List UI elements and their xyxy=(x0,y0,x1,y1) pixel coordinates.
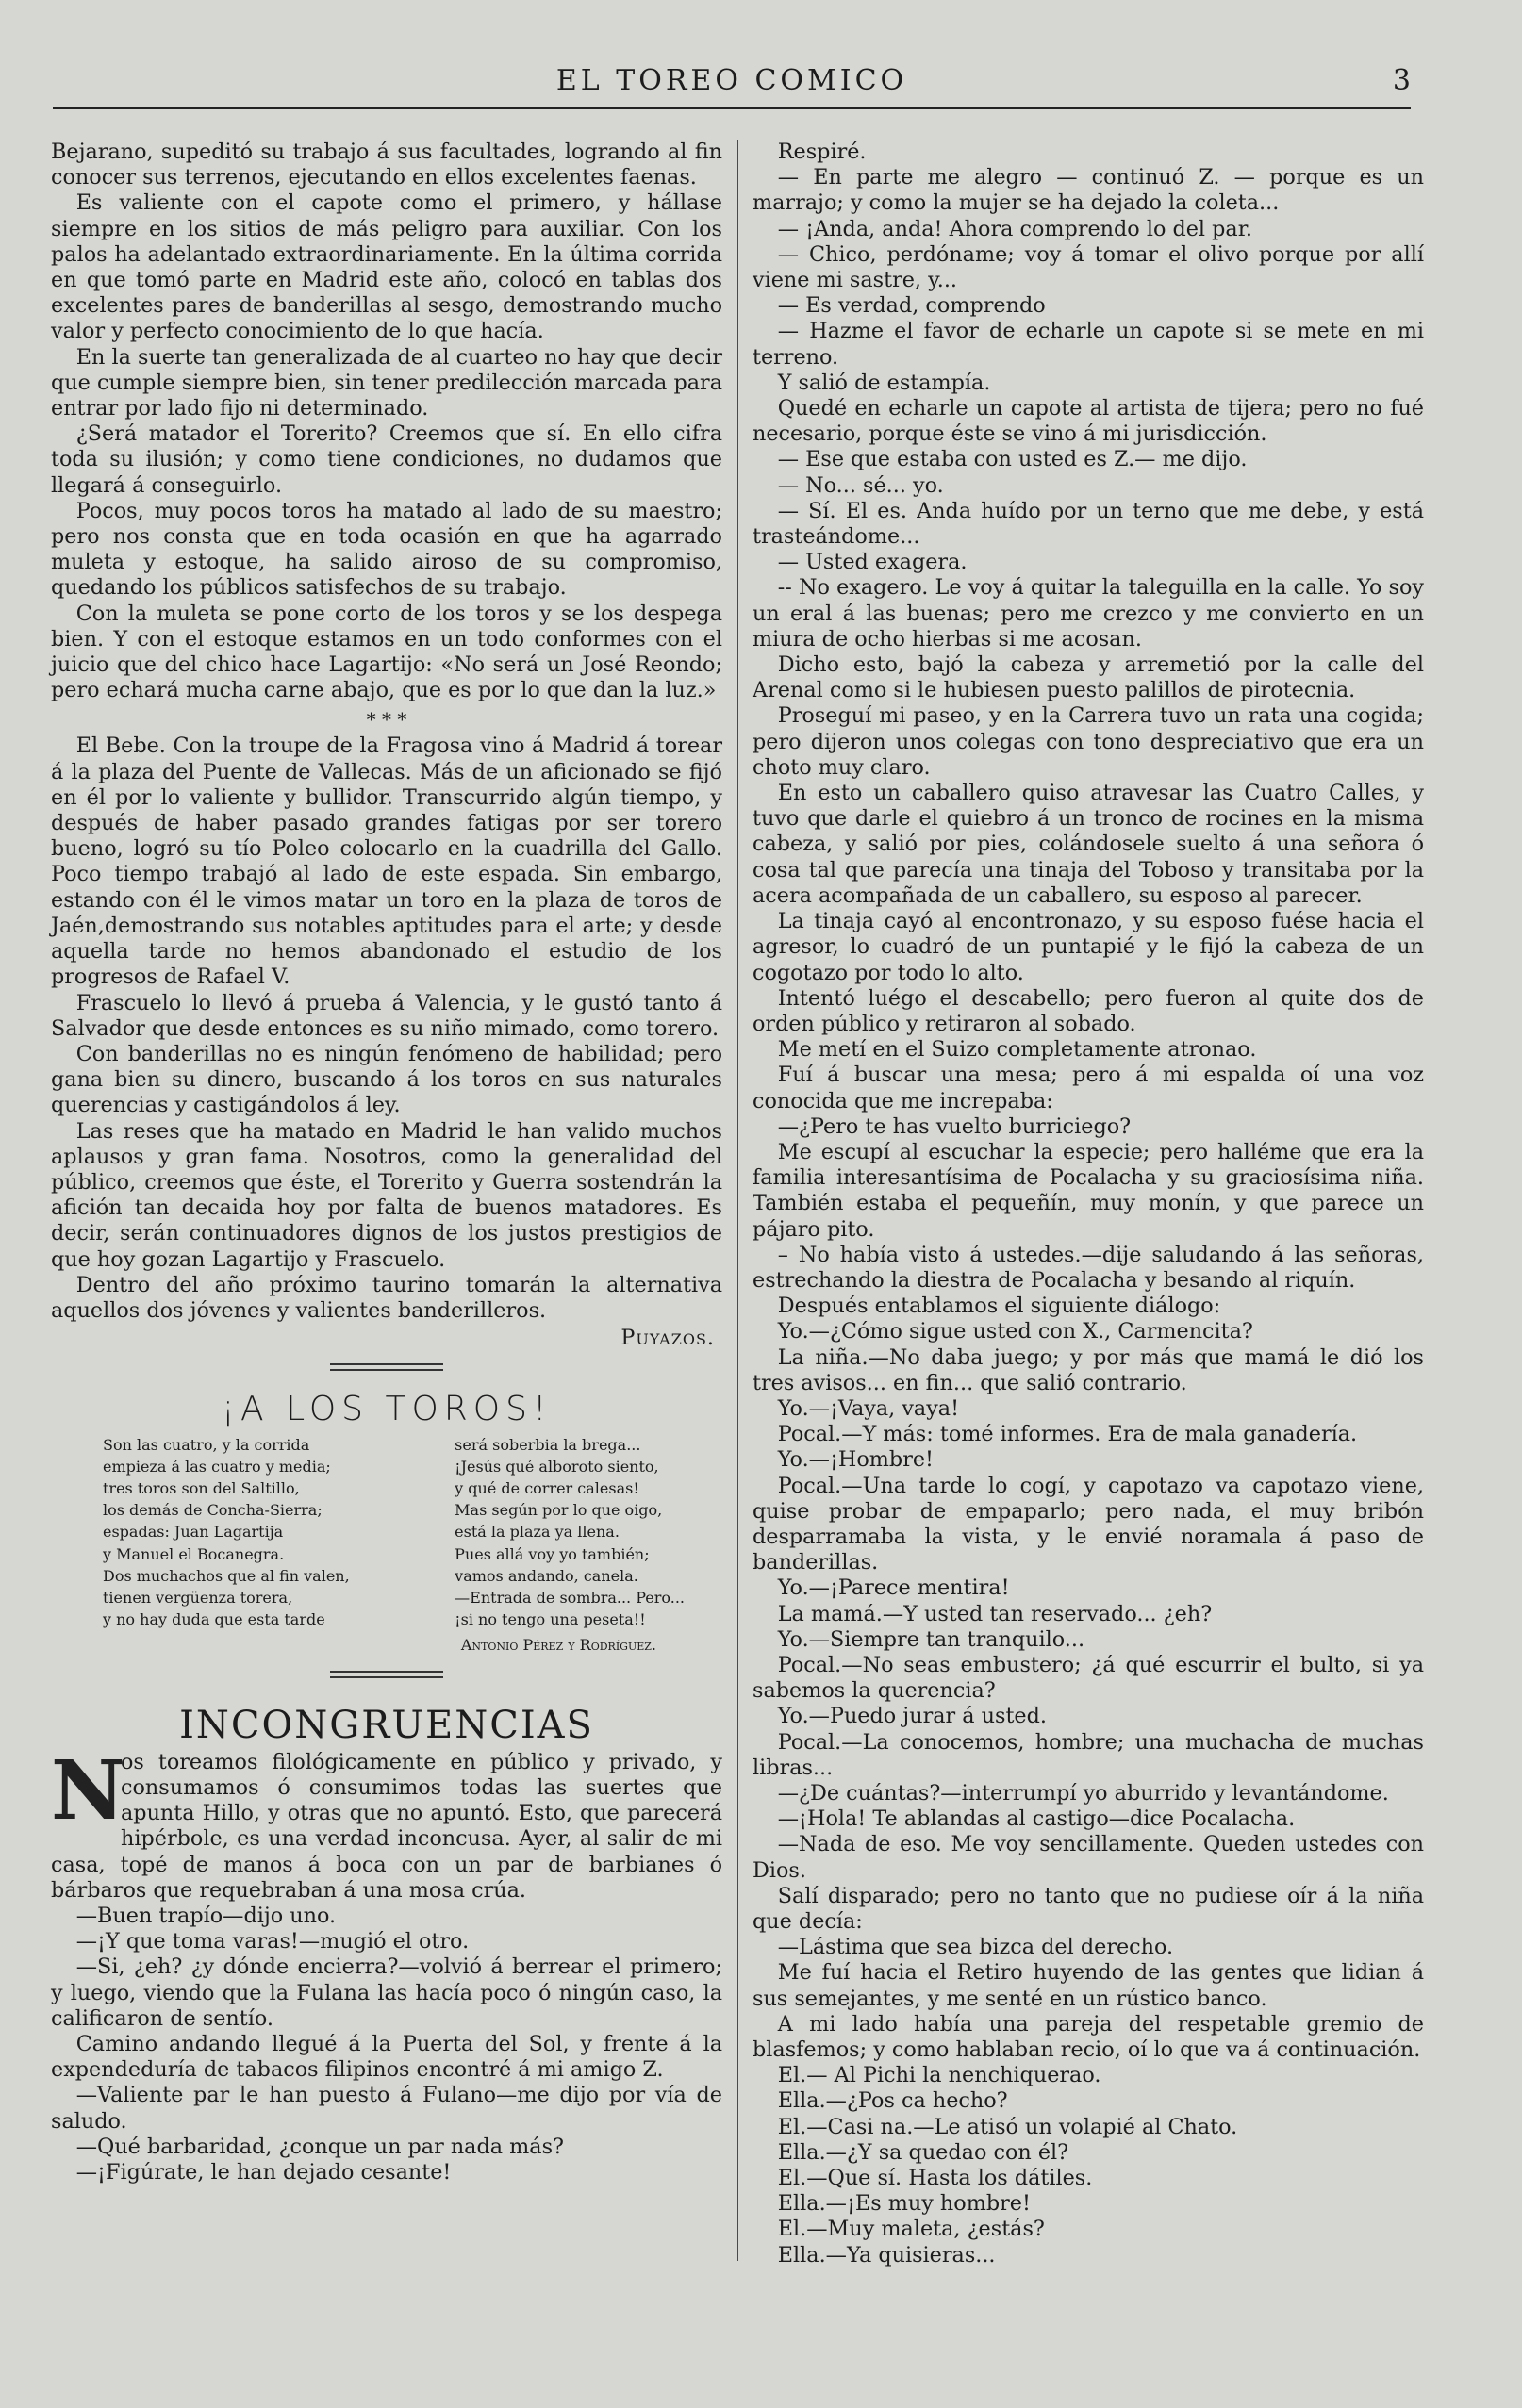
paragraph: — Ese que estaba con usted es Z.— me dijo. xyxy=(777,447,1248,472)
section-asterism: * * * xyxy=(366,708,407,732)
paragraph: Me metí en el Suizo completamente atronao. xyxy=(777,1037,1257,1063)
paragraph: El Bebe. Con la troupe de la Fragosa vino á Madrid á torear á la plaza del Puente de Vallecas. Más de un aficionado se fijó en él por lo valiente y bullidor. Transcurrido algún tiempo, y después de haber pasado grandes fatigas por ser torero bueno, logró su tío Poleo colocarlo en la cuadrilla del Gallo. Poco tiempo trabajó al lado de este espada. Sin embargo, estando con él le vimos matar un toro en la plaza de toros de Jaén,demostrando sus notables aptitudes para el arte; y desde aquella tarde no hemos abandonado el estudio de los progresos de Rafael V. xyxy=(51,734,722,990)
paragraph: —¡Y que toma varas!—mugió el otro. xyxy=(75,1929,470,1954)
poem-line: ¡si no tengo una peseta!! xyxy=(455,1610,646,1629)
author-signature: Puyazos. xyxy=(620,1326,715,1351)
paragraph: Es valiente con el capote como el primero, y hállase siempre en los sitios de más peligro para auxiliar. Con los palos ha adelantado extraordinariamente. En la última corrida en que tomó parte en Madrid este año, colocó en tablas dos excelentes pares de banderillas al sesgo, demostrando mucho valor y perfecto conocimiento de lo que hacía. xyxy=(51,190,722,344)
paragraph: A mi lado había una pareja del respetable gremio de blasfemos; y como hablaban recio, oí lo que va á continuación. xyxy=(753,2011,1424,2063)
dialogue-line: La niña.—No daba juego; y por más que mamá le dió los tres avisos... en fin... que salió contrario. xyxy=(753,1344,1424,1395)
paragraph: — Usted exagera. xyxy=(777,550,968,575)
paragraph: —¡Hola! Te ablandas al castigo—dice Pocalacha. xyxy=(777,1806,1296,1832)
dialogue-line: Yo.—¡Hombre! xyxy=(777,1447,935,1473)
paragraph: —Qué barbaridad, ¿conque un par nada más? xyxy=(75,2134,564,2159)
paragraph: La tinaja cayó al encontronazo, y su esposo fuése hacia el agresor, lo cuadró de un puntapié y le fijó la cabeza de un cogotazo por todo lo alto. xyxy=(753,909,1424,985)
poem-line: Mas según por lo que oigo, xyxy=(455,1501,663,1520)
paragraph: Después entablamos el siguiente diálogo: xyxy=(777,1294,1221,1319)
dialogue-line: Pocal.—Y más: tomé informes. Era de mala ganadería. xyxy=(777,1422,1358,1447)
dialogue-line: Ella.—¿Y sa quedao con él? xyxy=(777,2139,1069,2165)
first-paragraph xyxy=(51,1742,722,1904)
article-title: INCONGRUENCIAS xyxy=(179,1703,594,1747)
paragraph: — No... sé... yo. xyxy=(777,472,944,498)
paragraph: — En parte me alegro — continuó Z. — porque es un marrajo; y como la mujer se ha dejado la coleta... xyxy=(753,165,1424,216)
page-number: 3 xyxy=(1392,64,1411,97)
dialogue-line: El.—Casi na.—Le atisó un volapié al Chato. xyxy=(777,2114,1238,2139)
paragraph: En esto un caballero quiso atravesar las Cuatro Calles, y tuvo que darle el quiebro á un tronco de rocines en la misma cabeza, y salió por pies, colándosele suelto á una señora ó cosa tal que parecía una tinaja del Toboso y transitaba por la acera acompañada de un caballero, su esposo al parecer. xyxy=(753,781,1424,908)
dialogue-line: El.— Al Pichi la nenchiquerao. xyxy=(777,2063,1101,2088)
dialogue-line: La mamá.—Y usted tan reservado... ¿eh? xyxy=(777,1601,1213,1626)
paragraph: Respiré. xyxy=(777,140,867,164)
poem-column-left xyxy=(103,1434,350,1631)
poem-line: tienen vergüenza torera, xyxy=(103,1588,293,1607)
right-column xyxy=(753,140,1424,2268)
paragraph: Camino andando llegué á la Puerta del Sol, y frente á la expendeduría de tabacos filipinos encontré á mi amigo Z. xyxy=(51,2032,722,2083)
paragraph: Intentó luégo el descabello; pero fueron al quite dos de orden público y retiraron al sobado. xyxy=(753,985,1424,1036)
poem-line: —Entrada de sombra... Pero... xyxy=(455,1588,685,1607)
paragraph: – No había visto á ustedes.—dije saludando á las señoras, estrechando la diestra de Pocalacha y besando al riquín. xyxy=(753,1242,1424,1293)
poem-line: vamos andando, canela. xyxy=(455,1566,638,1585)
paragraph: Pocos, muy pocos toros ha matado al lado de su maestro; pero nos consta que en toda ocasión en que ha agarrado muleta y estoque, ha salido airoso de su compromiso, quedando los públicos satisfechos de su trabajo. xyxy=(51,498,722,601)
poem-line: será soberbia la brega... xyxy=(455,1435,641,1454)
paragraph: —Valiente par le han puesto á Fulano—me dijo por vía de saludo. xyxy=(51,2083,722,2134)
paragraph: -- No exagero. Le voy á quitar la taleguilla en la calle. Yo soy un eral á las buenas; pero me crezco y me convierto en un miura de ocho hierbas si me acosan. xyxy=(753,575,1424,651)
page-header xyxy=(53,58,1411,109)
paragraph: Con banderillas no es ningún fenómeno de habilidad; pero gana bien su dinero, buscando á los toros en sus naturales querencias y castigándolos á ley. xyxy=(51,1041,722,1118)
paragraph: — Chico, perdóname; voy á tomar el olivo porque por allí viene mi sastre, y... xyxy=(753,241,1424,293)
paragraph: —¡Figúrate, le han dejado cesante! xyxy=(75,2160,452,2185)
paragraph: Frascuelo lo llevó á prueba á Valencia, y le gustó tanto á Salvador que desde entonces es su niño mimado, como torero. xyxy=(51,990,722,1041)
paragraph: —Nada de eso. Me voy sencillamente. Queden ustedes con Dios. xyxy=(753,1832,1424,1883)
paragraph: Me escupí al escuchar la especie; pero halléme que era la familia interesantísima de Pocalacha y su graciosísima niña. También estaba el pequeñín, muy monín, y que parece un pájaro pito. xyxy=(753,1139,1424,1242)
paragraph: Fuí á buscar una mesa; pero á mi espalda oí una voz conocida que me increpaba: xyxy=(753,1063,1424,1113)
ornament-divider xyxy=(51,1355,722,1379)
ornament-divider xyxy=(51,1662,722,1687)
poem-line: Pues allá voy yo también; xyxy=(455,1544,650,1563)
poem-line: tres toros son del Saltillo, xyxy=(103,1478,300,1497)
dialogue-line: Pocal.—Una tarde lo cogí, y capotazo va capotazo viene, quise probar de empaparlo; pero nada, el muy bribón desparramaba la vista, y le envié noramala á paso de banderillas. xyxy=(753,1473,1424,1575)
dialogue-line: El.—Que sí. Hasta los dátiles. xyxy=(777,2166,1093,2191)
dialogue-line: Yo.—Puedo jurar á usted. xyxy=(777,1704,1047,1729)
drop-cap-initial: N xyxy=(51,1742,125,1839)
paragraph: Quedé en echarle un capote al artista de tijera; pero no fué necesario, porque éste se vino á mi jurisdicción. xyxy=(753,396,1424,447)
paragraph: Dicho esto, bajó la cabeza y arremetió por la calle del Arenal como si le hubiesen puesto palillos de pirotecnia. xyxy=(753,652,1424,703)
dialogue-line: Ella.—¡Es muy hombre! xyxy=(777,2191,1031,2217)
poem-column-right xyxy=(455,1434,685,1631)
paragraph: Con la muleta se pone corto de los toros y se los despega bien. Y con el estoque estamos en un todo conformes con el juicio que del chico hace Lagartijo: «No será un José Reondo; pero echará mucha carne abajo, que es por lo que dan la luz.» xyxy=(51,601,722,703)
dialogue-line: Ella.—Ya quisieras... xyxy=(777,2242,996,2268)
paragraph: Proseguí mi paseo, y en la Carrera tuvo un rata una cogida; pero dijeron unos colegas con tono despreciativo que era un choto muy claro. xyxy=(753,703,1424,780)
paragraph: En la suerte tan generalizada de al cuarteo no hay que decir que cumple siempre bien, sin tener predilección marcada para entrar por lado fijo ni determinado. xyxy=(51,344,722,421)
dialogue-line: Yo.—¡Parece mentira! xyxy=(777,1575,1010,1601)
poem-line: empieza á las cuatro y media; xyxy=(103,1457,331,1476)
paragraph: —Si, ¿eh? ¿y dónde encierra?—volvió á berrear el primero; y luego, viendo que la Fulana las hacía poco ó ningún caso, la calificaron de sentío. xyxy=(51,1954,722,2031)
paragraph: —Buen trapío—dijo uno. xyxy=(75,1904,337,1928)
poem-line: y qué de correr calesas! xyxy=(455,1478,639,1497)
poem-line: y Manuel el Bocanegra. xyxy=(103,1544,285,1563)
paragraph: — ¡Anda, anda! Ahora comprendo lo del par. xyxy=(777,216,1253,241)
dialogue-line: Yo.—¿Cómo sigue usted con X., Carmencita? xyxy=(777,1319,1253,1344)
paragraph: Dentro del año próximo taurino tomarán la alternativa aquellos dos jóvenes y valientes banderilleros. xyxy=(51,1272,722,1323)
paragraph: — Hazme el favor de echarle un capote si se mete en mi terreno. xyxy=(753,319,1424,370)
paragraph: Me fuí hacia el Retiro huyendo de las gentes que lidian á sus semejantes, y me senté en un rústico banco. xyxy=(753,1960,1424,2011)
paragraph: ¿Será matador el Torerito? Creemos que sí. En ello cifra toda su ilusión; y como tiene condiciones, no dudamos que llegará á conseguirlo. xyxy=(51,421,722,498)
paragraph: —Lástima que sea bizca del derecho. xyxy=(777,1935,1174,1960)
dialogue-line: Pocal.—La conocemos, hombre; una muchacha de muchas libras... xyxy=(753,1729,1424,1780)
poem-line: ¡Jesús qué alboroto siento, xyxy=(455,1457,659,1476)
left-column xyxy=(51,140,722,2185)
dialogue-line: Yo.—Siempre tan tranquilo... xyxy=(777,1626,1085,1652)
poem xyxy=(51,1434,722,1631)
paragraph: —¿De cuántas?—interrumpí yo aburrido y levantándome. xyxy=(777,1781,1389,1806)
paragraph: —¿Pero te has vuelto burriciego? xyxy=(777,1113,1132,1139)
poem-line: y no hay duda que esta tarde xyxy=(103,1610,325,1629)
poem-signature: Antonio Pérez y Rodríguez. xyxy=(460,1636,656,1655)
poem-line: Son las cuatro, y la corrida xyxy=(103,1435,310,1454)
dialogue-line: El.—Muy maleta, ¿estás? xyxy=(777,2217,1045,2242)
paragraph: — Es verdad, comprendo xyxy=(777,293,1046,319)
poem-line: está la plaza ya llena. xyxy=(455,1523,620,1542)
dialogue-line: Pocal.—No seas embustero; ¿á qué escurrir el bulto, si ya sabemos la querencia? xyxy=(753,1652,1424,1704)
paragraph: — Sí. El es. Anda huído por un terno que me debe, y está trasteándome... xyxy=(753,498,1424,550)
poem-line: los demás de Concha-Sierra; xyxy=(103,1501,323,1520)
poem-line: espadas: Juan Lagartija xyxy=(103,1523,284,1542)
paragraph: Salí disparado; pero no tanto que no pudiese oír á la niña que decía: xyxy=(753,1883,1424,1935)
paragraph: Las reses que ha matado en Madrid le han valido muchos aplausos y gran fama. Nosotros, como la generalidad del público, creemos que éste, el Torerito y Guerra sostendrán la afición tan decaida hoy por falta de buenos matadores. Es decir, serán continuadores dignos de los justos prestigios de que hoy gozan Lagartijo y Frascuelo. xyxy=(51,1118,722,1272)
poem-title: ¡A LOS TOROS! xyxy=(221,1390,553,1429)
column-rule xyxy=(737,140,738,2261)
poem-line: Dos muchachos que al fin valen, xyxy=(103,1566,350,1585)
dialogue-line: Yo.—¡Vaya, vaya! xyxy=(777,1395,960,1421)
paragraph: Bejarano, supeditó su trabajo á sus facultades, logrando al fin conocer sus terrenos, ejecutando en ellos excelentes faenas. xyxy=(51,140,722,190)
dialogue-line: Ella.—¿Pos ca hecho? xyxy=(777,2088,1008,2114)
paragraph: Y salió de estampía. xyxy=(777,370,991,395)
first-paragraph-text: os toreamos filológicamente en público y privado, y consumamos ó consumimos todas las suertes que apunta Hillo, y otras que no apuntó. Esto, que parecerá hipérbole, es una verdad inconcusa. Ayer, al salir de mi casa, topé de manos á boca con un par de barbianes ó bárbaros que requebraban á una mosa crúa. xyxy=(51,1749,722,1903)
publication-title: EL TOREO COMICO xyxy=(555,64,908,97)
